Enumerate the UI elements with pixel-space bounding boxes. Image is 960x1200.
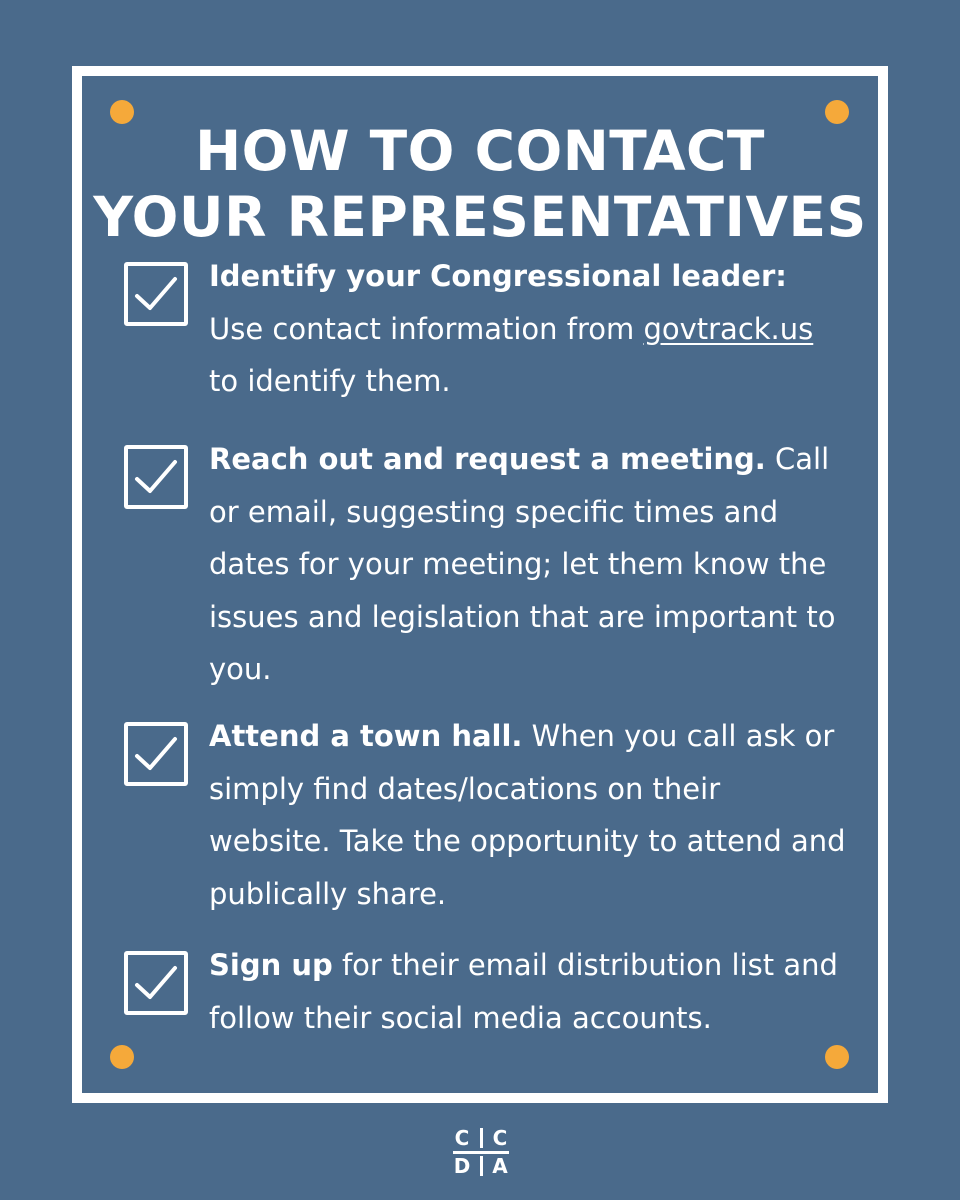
checklist-item-text bbox=[209, 710, 849, 920]
checkbox-checked-icon bbox=[124, 722, 188, 786]
item-heading: Reach out and request a meeting. bbox=[209, 442, 766, 476]
item-body-end: to identify them. bbox=[209, 364, 451, 398]
checkbox-checked-icon bbox=[124, 951, 188, 1015]
item-heading: Sign up bbox=[209, 948, 333, 982]
checklist-item-text bbox=[209, 939, 849, 1044]
checklist-item-text bbox=[209, 433, 849, 696]
page-title bbox=[82, 118, 878, 250]
item-heading: Attend a town hall. bbox=[209, 719, 523, 753]
item-body: Use contact information from bbox=[209, 311, 644, 346]
logo-letter: A bbox=[492, 1154, 508, 1178]
corner-dot-bottom-left bbox=[110, 1045, 134, 1069]
title-line-2: YOUR REPRESENTATIVES bbox=[93, 185, 867, 249]
checkbox-checked-icon bbox=[124, 262, 188, 326]
item-body: for their email distribution list and follow their social media accounts. bbox=[209, 948, 838, 1035]
item-heading: Identify your Congressional leader: bbox=[209, 259, 787, 293]
logo-top-row bbox=[453, 1127, 509, 1149]
logo-divider-vertical bbox=[480, 1156, 483, 1176]
item-body: When you call ask or simply find dates/locations on their website. Take the opportunity to attend and publically share. bbox=[209, 719, 846, 911]
item-body: Call or email, suggesting specific times and dates for your meeting; let them know the issues and legislation that are important to you. bbox=[209, 442, 836, 686]
ccda-logo bbox=[453, 1127, 509, 1179]
checkbox-checked-icon bbox=[124, 445, 188, 509]
logo-letter: C bbox=[454, 1126, 470, 1150]
logo-bottom-row bbox=[453, 1155, 509, 1177]
logo-letter: C bbox=[492, 1126, 508, 1150]
checklist-item-text bbox=[209, 250, 849, 408]
logo-divider-vertical bbox=[480, 1128, 483, 1148]
govtrack-link[interactable]: govtrack.us bbox=[643, 311, 814, 346]
logo-letter: D bbox=[453, 1154, 471, 1178]
title-line-1: HOW TO CONTACT bbox=[195, 119, 765, 183]
corner-dot-bottom-right bbox=[825, 1045, 849, 1069]
